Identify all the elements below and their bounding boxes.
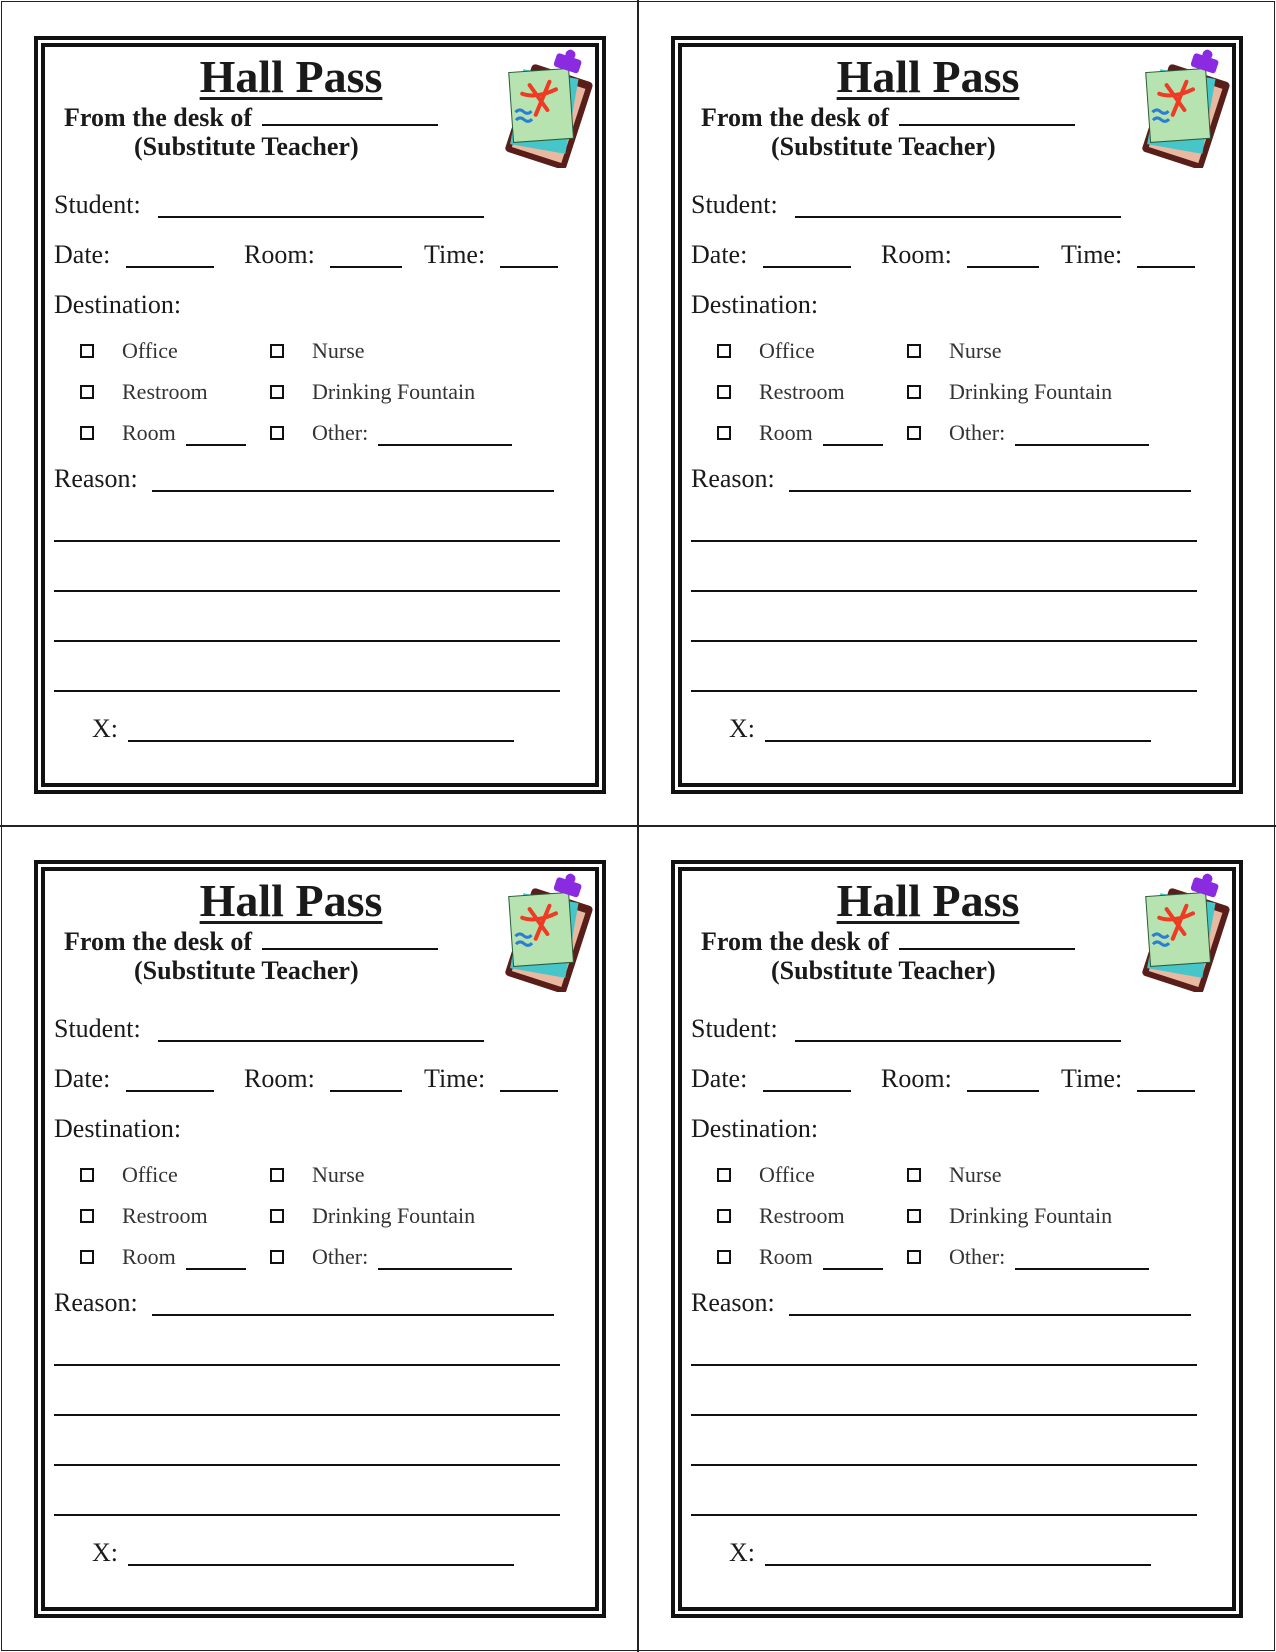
option-room-label: Room xyxy=(122,420,176,445)
checkbox-drinking-fountain[interactable] xyxy=(270,385,284,399)
option-other-label: Other: xyxy=(949,1244,1006,1269)
clipboard-icon xyxy=(493,48,601,168)
reason-line-4[interactable] xyxy=(691,1514,1197,1516)
signature-field[interactable] xyxy=(128,740,514,742)
room-label: Room: xyxy=(244,1064,315,1093)
option-drinking-fountain-label: Drinking Fountain xyxy=(949,1203,1113,1228)
option-restroom-label: Restroom xyxy=(759,1203,845,1228)
reason-field[interactable] xyxy=(152,490,554,492)
time-label: Time: xyxy=(1061,1064,1123,1093)
checkbox-nurse[interactable] xyxy=(270,1168,284,1182)
reason-line-1[interactable] xyxy=(691,1364,1197,1366)
time-label: Time: xyxy=(1061,240,1123,269)
substitute-teacher-label: (Substitute Teacher) xyxy=(134,132,359,161)
hall-pass-card xyxy=(34,36,606,794)
hall-pass-card xyxy=(671,860,1243,1618)
substitute-teacher-label: (Substitute Teacher) xyxy=(134,956,359,985)
hall-pass-card xyxy=(671,36,1243,794)
checkbox-restroom[interactable] xyxy=(80,1209,94,1223)
student-name-field[interactable] xyxy=(158,216,484,218)
pass-content xyxy=(38,40,610,798)
option-room-label: Room xyxy=(759,420,813,445)
checkbox-office[interactable] xyxy=(80,344,94,358)
destination-label: Destination: xyxy=(54,290,182,319)
checkbox-nurse[interactable] xyxy=(270,344,284,358)
reason-line-2[interactable] xyxy=(691,590,1197,592)
reason-line-3[interactable] xyxy=(54,640,560,642)
checkbox-nurse[interactable] xyxy=(907,1168,921,1182)
reason-field[interactable] xyxy=(789,490,1191,492)
room-field[interactable] xyxy=(967,1090,1039,1092)
checkbox-other[interactable] xyxy=(907,426,921,440)
pass-content xyxy=(675,40,1247,798)
student-name-field[interactable] xyxy=(158,1040,484,1042)
checkbox-restroom[interactable] xyxy=(717,1209,731,1223)
room-number-field[interactable] xyxy=(823,1268,883,1270)
time-field[interactable] xyxy=(1137,1090,1195,1092)
substitute-teacher-label: (Substitute Teacher) xyxy=(771,132,996,161)
from-desk-row xyxy=(64,100,438,133)
checkbox-drinking-fountain[interactable] xyxy=(270,1209,284,1223)
reason-line-4[interactable] xyxy=(54,690,560,692)
option-nurse-label: Nurse xyxy=(949,1162,1002,1187)
from-desk-row xyxy=(701,924,1075,957)
pass-content xyxy=(38,864,610,1622)
destination-label: Destination: xyxy=(54,1114,182,1143)
checkbox-office[interactable] xyxy=(80,1168,94,1182)
option-nurse-label: Nurse xyxy=(312,1162,365,1187)
student-label: Student: xyxy=(691,1014,778,1043)
other-destination-field[interactable] xyxy=(1015,1268,1149,1270)
option-other-label: Other: xyxy=(312,1244,369,1269)
reason-line-1[interactable] xyxy=(54,540,560,542)
reason-line-2[interactable] xyxy=(691,1414,1197,1416)
student-label: Student: xyxy=(54,1014,141,1043)
room-field[interactable] xyxy=(330,1090,402,1092)
option-office-label: Office xyxy=(122,1162,178,1187)
destination-label: Destination: xyxy=(691,290,819,319)
date-field[interactable] xyxy=(126,1090,214,1092)
option-other-label: Other: xyxy=(949,420,1006,445)
signature-label: X: xyxy=(92,1538,118,1567)
reason-field[interactable] xyxy=(789,1314,1191,1316)
destination-label: Destination: xyxy=(691,1114,819,1143)
reason-line-3[interactable] xyxy=(691,1464,1197,1466)
checkbox-other[interactable] xyxy=(270,1250,284,1264)
reason-line-4[interactable] xyxy=(691,690,1197,692)
substitute-teacher-label: (Substitute Teacher) xyxy=(771,956,996,985)
option-restroom-label: Restroom xyxy=(122,1203,208,1228)
option-nurse-label: Nurse xyxy=(312,338,365,363)
other-destination-field[interactable] xyxy=(378,1268,512,1270)
date-label: Date: xyxy=(54,1064,111,1093)
option-other-label: Other: xyxy=(312,420,369,445)
date-label: Date: xyxy=(54,240,111,269)
from-desk-label: From the desk of xyxy=(701,103,890,132)
from-desk-label: From the desk of xyxy=(701,927,890,956)
student-label: Student: xyxy=(691,190,778,219)
option-drinking-fountain-label: Drinking Fountain xyxy=(312,1203,476,1228)
room-label: Room: xyxy=(244,240,315,269)
room-number-field[interactable] xyxy=(186,444,246,446)
reason-line-2[interactable] xyxy=(54,590,560,592)
option-room-label: Room xyxy=(122,1244,176,1269)
student-name-field[interactable] xyxy=(795,1040,1121,1042)
signature-label: X: xyxy=(92,714,118,743)
hall-pass-card xyxy=(34,860,606,1618)
checkbox-nurse[interactable] xyxy=(907,344,921,358)
other-destination-field[interactable] xyxy=(378,444,512,446)
reason-label: Reason: xyxy=(691,1288,775,1317)
option-restroom-label: Restroom xyxy=(122,379,208,404)
checkbox-drinking-fountain[interactable] xyxy=(907,385,921,399)
signature-field[interactable] xyxy=(128,1564,514,1566)
option-drinking-fountain-label: Drinking Fountain xyxy=(312,379,476,404)
reason-line-4[interactable] xyxy=(54,1514,560,1516)
teacher-name-field[interactable] xyxy=(262,924,438,950)
date-field[interactable] xyxy=(763,266,851,268)
checkbox-room[interactable] xyxy=(80,1250,94,1264)
clipboard-icon xyxy=(493,872,601,992)
clipboard-icon xyxy=(1130,872,1238,992)
pass-title: Hall Pass xyxy=(836,875,1020,926)
option-restroom-label: Restroom xyxy=(759,379,845,404)
date-field[interactable] xyxy=(126,266,214,268)
option-office-label: Office xyxy=(759,338,815,363)
signature-field[interactable] xyxy=(765,1564,1151,1566)
from-desk-label: From the desk of xyxy=(64,103,253,132)
teacher-name-field[interactable] xyxy=(899,924,1075,950)
reason-field[interactable] xyxy=(152,1314,554,1316)
from-desk-label: From the desk of xyxy=(64,927,253,956)
time-field[interactable] xyxy=(500,1090,558,1092)
signature-label: X: xyxy=(729,714,755,743)
checkbox-room[interactable] xyxy=(80,426,94,440)
room-label: Room: xyxy=(881,1064,952,1093)
reason-line-2[interactable] xyxy=(54,1414,560,1416)
room-number-field[interactable] xyxy=(186,1268,246,1270)
option-room-label: Room xyxy=(759,1244,813,1269)
reason-line-3[interactable] xyxy=(691,640,1197,642)
checkbox-office[interactable] xyxy=(717,1168,731,1182)
checkbox-room[interactable] xyxy=(717,426,731,440)
time-field[interactable] xyxy=(500,266,558,268)
reason-label: Reason: xyxy=(691,464,775,493)
option-drinking-fountain-label: Drinking Fountain xyxy=(949,379,1113,404)
reason-line-1[interactable] xyxy=(54,1364,560,1366)
option-nurse-label: Nurse xyxy=(949,338,1002,363)
pass-title: Hall Pass xyxy=(199,875,383,926)
time-label: Time: xyxy=(424,1064,486,1093)
reason-line-1[interactable] xyxy=(691,540,1197,542)
student-label: Student: xyxy=(54,190,141,219)
room-field[interactable] xyxy=(330,266,402,268)
cut-line-horizontal xyxy=(0,825,1276,827)
checkbox-office[interactable] xyxy=(717,344,731,358)
from-desk-row xyxy=(701,100,1075,133)
room-label: Room: xyxy=(881,240,952,269)
date-label: Date: xyxy=(691,240,748,269)
checkbox-room[interactable] xyxy=(717,1250,731,1264)
signature-label: X: xyxy=(729,1538,755,1567)
room-number-field[interactable] xyxy=(823,444,883,446)
reason-label: Reason: xyxy=(54,464,138,493)
reason-line-3[interactable] xyxy=(54,1464,560,1466)
time-field[interactable] xyxy=(1137,266,1195,268)
checkbox-restroom[interactable] xyxy=(80,385,94,399)
reason-label: Reason: xyxy=(54,1288,138,1317)
room-field[interactable] xyxy=(967,266,1039,268)
pass-title: Hall Pass xyxy=(836,51,1020,102)
other-destination-field[interactable] xyxy=(1015,444,1149,446)
student-name-field[interactable] xyxy=(795,216,1121,218)
pass-title: Hall Pass xyxy=(199,51,383,102)
date-label: Date: xyxy=(691,1064,748,1093)
from-desk-row xyxy=(64,924,438,957)
date-field[interactable] xyxy=(763,1090,851,1092)
option-office-label: Office xyxy=(122,338,178,363)
clipboard-icon xyxy=(1130,48,1238,168)
checkbox-other[interactable] xyxy=(270,426,284,440)
checkbox-other[interactable] xyxy=(907,1250,921,1264)
time-label: Time: xyxy=(424,240,486,269)
teacher-name-field[interactable] xyxy=(262,100,438,126)
option-office-label: Office xyxy=(759,1162,815,1187)
pass-content xyxy=(675,864,1247,1622)
teacher-name-field[interactable] xyxy=(899,100,1075,126)
checkbox-restroom[interactable] xyxy=(717,385,731,399)
signature-field[interactable] xyxy=(765,740,1151,742)
checkbox-drinking-fountain[interactable] xyxy=(907,1209,921,1223)
